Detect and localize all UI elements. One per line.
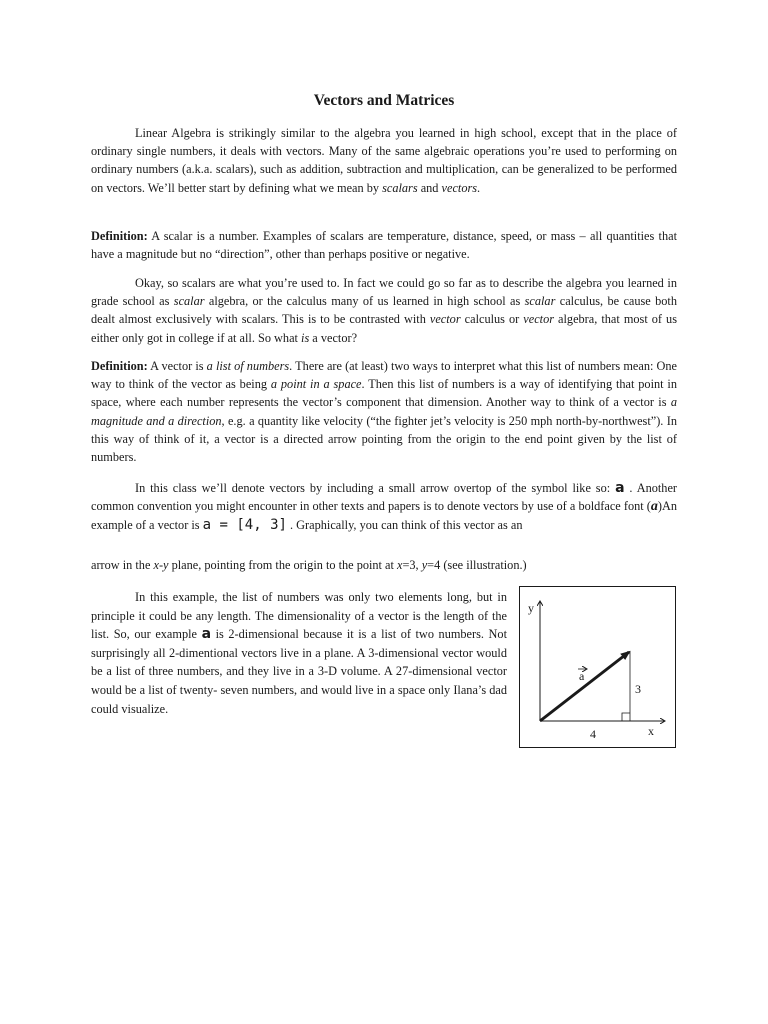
- p3-t1: In this class we’ll denote vectors by including a small arrow overtop of the symbol like so:: [135, 481, 616, 495]
- p3-t3: )An example of a vector is: [91, 499, 677, 533]
- vector-def-label: Definition:: [91, 359, 148, 373]
- intro-text: Linear Algebra is strikingly similar to the algebra you learned in high school, except that in the place of ordinary single numbers, it deals with vectors. Many of the same algebraic operations you’re used to performing on ordinary numbers (a.k.a. scalars), such as addition, subtraction and multiplication, can be generalized to be performed on vectors. We’ll better start by defining what we mean by: [91, 126, 677, 195]
- p3b-e1: x-y: [153, 558, 169, 572]
- p2-e2: scalar: [524, 294, 556, 309]
- intro-em-vectors: vectors: [441, 180, 478, 195]
- vd-t2: . There are (at least) two ways to interpret what this list of numbers mean: One way to think of the vector as being: [91, 359, 678, 392]
- p2-t3: calculus, be cause both dealt almost exclusively with scalars. This is to be contrasted with: [91, 294, 677, 327]
- p2-t1: Okay, so scalars are what you’re used to. In fact we could go so far as to describe the algebra you learned in grade school as: [91, 276, 677, 309]
- p3b-e3: y: [421, 558, 428, 572]
- vector-definition: [91, 357, 677, 466]
- vd-t1: A vector is: [147, 359, 207, 373]
- intro-mid: and: [417, 180, 442, 195]
- p2-e5: is: [301, 330, 310, 345]
- page-title: Vectors and Matrices: [313, 92, 455, 109]
- scalar-def-label: Definition:: [91, 229, 148, 243]
- p4-t1: In this example, the list of numbers was only two elements long, but in principle it could be any length. The dimensionality of a vector is the length of the list. So, our example: [91, 590, 507, 642]
- height-label: 3: [635, 682, 641, 696]
- vector-example-equation: a = [4, 3]: [202, 517, 287, 534]
- p4-t2: is 2-dimensional because it is a list of two numbers. Not surprisingly all 2-dimentional vectors live in a plane. A 3-dimensional vector would be a list of three numbers, and they live in a 3-D volume. A 27-dimensional vector would be a list of twenty- seven numbers, and would live in a space only Ilana’s dad could visualize.: [91, 627, 508, 716]
- vd-e1: a list of numbers: [206, 359, 290, 373]
- p3b-t2: plane, pointing from the origin to the point at: [168, 558, 397, 572]
- dimensionality-paragraph: [91, 588, 507, 718]
- vector-label: a: [579, 669, 585, 683]
- p2-e4: vector: [523, 312, 555, 327]
- scalar-discussion-paragraph: [91, 274, 677, 347]
- right-angle-mark: [622, 713, 630, 721]
- x-axis-label: x: [648, 724, 654, 738]
- scalar-def-text: A scalar is a number. Examples of scalars are temperature, distance, speed, or mass – all quantities that have a magnitude but no “direction”, other than perhaps positive or negative.: [91, 229, 677, 262]
- p3b-e2: x: [397, 558, 403, 572]
- notation-paragraph-continued: [91, 556, 677, 574]
- vd-t4: , e.g. a quantity like velocity (“the fighter jet’s velocity is 250 mph north-by-northwest”). In this way of think of it, a vector is a directed arrow pointing from the origin to the end point given by the list of numbers.: [91, 413, 677, 465]
- vector-diagram: [520, 587, 675, 747]
- scalar-definition: [91, 227, 677, 263]
- vector-symbol-inline: a: [201, 626, 212, 643]
- p3b-t1: arrow in the: [91, 558, 154, 572]
- p2-t4: calculus or: [460, 312, 524, 327]
- p2-t2: algebra, or the calculus many of us learned in high school as: [204, 294, 525, 309]
- notation-paragraph: [91, 479, 677, 535]
- vector-illustration: [519, 586, 676, 748]
- vector-arrow: [540, 652, 629, 721]
- p2-t6: a vector?: [309, 330, 358, 345]
- intro-paragraph: [91, 124, 677, 197]
- p2-e1: scalar: [173, 294, 205, 309]
- p3-t4: . Graphically, you can think of this vector as an: [286, 518, 523, 533]
- p3-t2: . Another common convention you might encounter in other texts and papers is to denote vectors by use of a boldface font (: [91, 481, 677, 514]
- p3b-t4: =4 (see illustration.): [427, 558, 527, 572]
- vector-symbol-arrow: a: [615, 480, 625, 496]
- intro-em-scalars: scalars: [382, 180, 418, 195]
- y-axis-label: y: [528, 601, 534, 615]
- p3b-t3: =3,: [402, 558, 422, 572]
- intro-end: .: [477, 180, 481, 195]
- vector-symbol-bold: a: [650, 499, 658, 515]
- p2-t5: algebra, that most of us either only got in college if at all. So what: [91, 312, 677, 345]
- vd-e3: a magnitude and a direction: [91, 395, 677, 428]
- vd-t3: . Then this list of numbers is a way of identifying that point in space, where each number represents the vector’s component that dimension. Another way to think of a vector is: [91, 377, 678, 410]
- vd-e2: a point in a space: [270, 377, 362, 392]
- base-label: 4: [590, 727, 596, 741]
- p2-e3: vector: [429, 312, 461, 327]
